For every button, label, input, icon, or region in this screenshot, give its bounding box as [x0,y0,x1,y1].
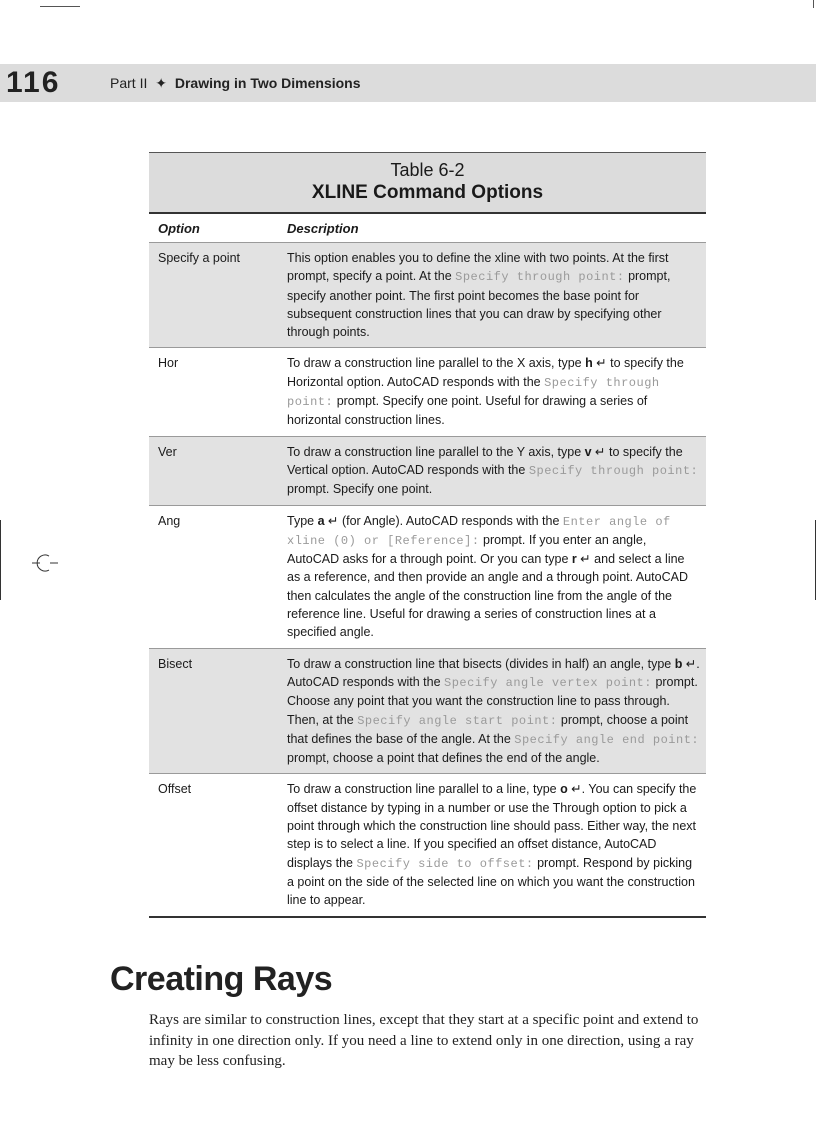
table-row [149,773,706,915]
description-cell: To draw a construction line parallel to a line, type o ↵. You can specify the offset distance by typing in a number or use the Through option to pick a point through which the construction line should pass. Either way, the next step is to select a line. If you specified an offset distance, AutoCAD displays the Specify side to offset: prompt. Respond by picking a point on the side of the selected line on which you want the construction line to appear. [287,782,697,908]
table-row [149,347,706,435]
option-cell: Ang [158,513,181,528]
table-title: XLINE Command Options [311,182,544,203]
crop-mark [813,0,814,8]
xline-options-table [149,152,706,918]
column-header-description: Description [287,220,359,236]
margin-bar-left [0,520,1,600]
running-head [110,64,361,102]
table-caption [149,152,706,214]
table-bottom-rule [149,916,706,918]
part-label: Part II [110,75,148,91]
option-cell: Hor [158,356,179,371]
table-row [149,436,706,505]
description-cell: This option enables you to define the xline with two points. At the first prompt, specify a point. At the Specify through point: prompt, specify another point. The first point becomes the base point for subsequent construction lines that you can draw by specifying other through points. [287,251,671,340]
registration-mark-icon [30,548,60,578]
table-row [149,648,706,774]
option-cell: Ver [158,444,177,459]
description-cell: Type a ↵ (for Angle). AutoCAD responds with the Enter angle of xline (0) or [Reference]: prompt. If you enter an angle, AutoCAD asks for a through point. Or you can type r ↵ and select a line as a reference, and then provide an angle and a through point. AutoCAD then calculates the angle of the construction line from the angle of the reference line. Useful for drawing a series of construction lines at a specified angle. [287,513,688,640]
option-cell: Offset [158,782,192,797]
section-heading: Creating Rays [110,960,333,998]
description-cell: To draw a construction line parallel to the Y axis, type v ↵ to specify the Vertical option. AutoCAD responds with the Specify through point: prompt. Specify one point. [287,444,699,497]
table-column-headers [149,214,706,242]
description-cell: To draw a construction line that bisects (divides in half) an angle, type b ↵. AutoCAD responds with the Specify angle vertex point: prompt. Choose any point that you want the construction line to pass through. Then, at the Specify angle start point: prompt, choose a point that defines the base of the angle. At the Specify angle end point: prompt, choose a point that defines the end of the angle. [287,656,700,766]
top-rule [40,6,80,7]
table-number: Table 6-2 [390,160,465,180]
table-row [149,505,706,648]
chapter-title: Drawing in Two Dimensions [174,75,361,91]
option-cell: Specify a point [158,251,240,265]
body-paragraph: Rays are similar to construction lines, except that they start at a specific point and extend to infinity in one direction only. If you need a line to extend only in one direction, using a ray may be less confusing. [149,1012,699,1069]
column-header-option: Option [158,220,200,236]
diamond-icon: ✦ [155,75,167,91]
option-cell: Bisect [158,656,193,671]
page-number: 116 [6,66,61,99]
description-cell: To draw a construction line parallel to the X axis, type h ↵ to specify the Horizontal option. AutoCAD responds with the Specify through point: prompt. Specify one point. Useful for drawing a series of horizontal construction lines. [287,356,684,428]
table-row [149,242,706,347]
